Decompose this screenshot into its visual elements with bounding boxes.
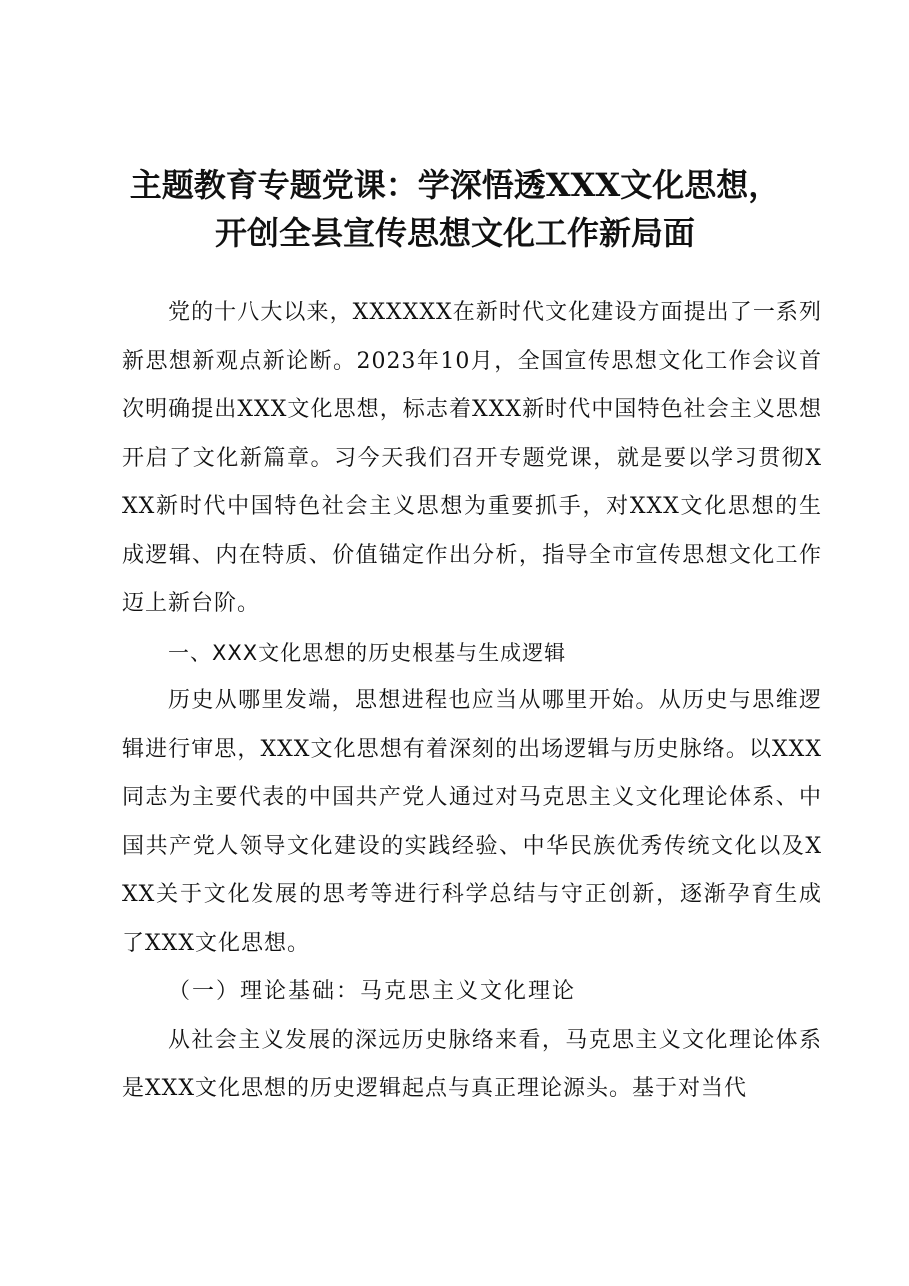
document-title-line-1: 主题教育专题党课：学深悟透XXX文化思想，: [129, 166, 781, 204]
subsection-heading-1: （一）理论基础：马克思主义文化理论: [168, 979, 577, 1004]
subsection-1-paragraph: 从社会主义发展的深远历史脉络来看，马克思主义文化理论体系是XXX文化思想的历史逻辑起点与真正理论源头。基于对当代: [122, 1027, 822, 1101]
section-1-paragraph: 历史从哪里发端，思想进程也应当从哪里开始。从历史与思维逻辑进行审思，XXX文化思想有着深刻的出场逻辑与历史脉络。以XXX同志为主要代表的中国共产党人通过对马克思主义文化理论体系、中国共产党人领导文化建设的实践经验、中华民族优秀传统文化以及XXX关于文化发展的思考等进行科学总结与守正创新，逐渐孕育生成了XXX文化思想。: [122, 688, 822, 956]
intro-paragraph: 党的十八大以来，XXXXXX在新时代文化建设方面提出了一系列新思想新观点新论断。2023年10月，全国宣传思想文化工作会议首次明确提出XXX文化思想，标志着XXX新时代中国特色社会主义思想开启了文化新篇章。习今天我们召开专题党课，就是要以学习贯彻XXX新时代中国特色社会主义思想为重要抓手，对XXX文化思想的生成逻辑、内在特质、价值锚定作出分析，指导全市宣传思想文化工作迈上新台阶。: [122, 300, 823, 616]
document-body: [122, 289, 822, 1114]
section-heading-1: 一、XXX文化思想的历史根基与生成逻辑: [168, 640, 567, 665]
document-title-line-2: 开创全县宣传思想文化工作新局面: [214, 214, 695, 252]
